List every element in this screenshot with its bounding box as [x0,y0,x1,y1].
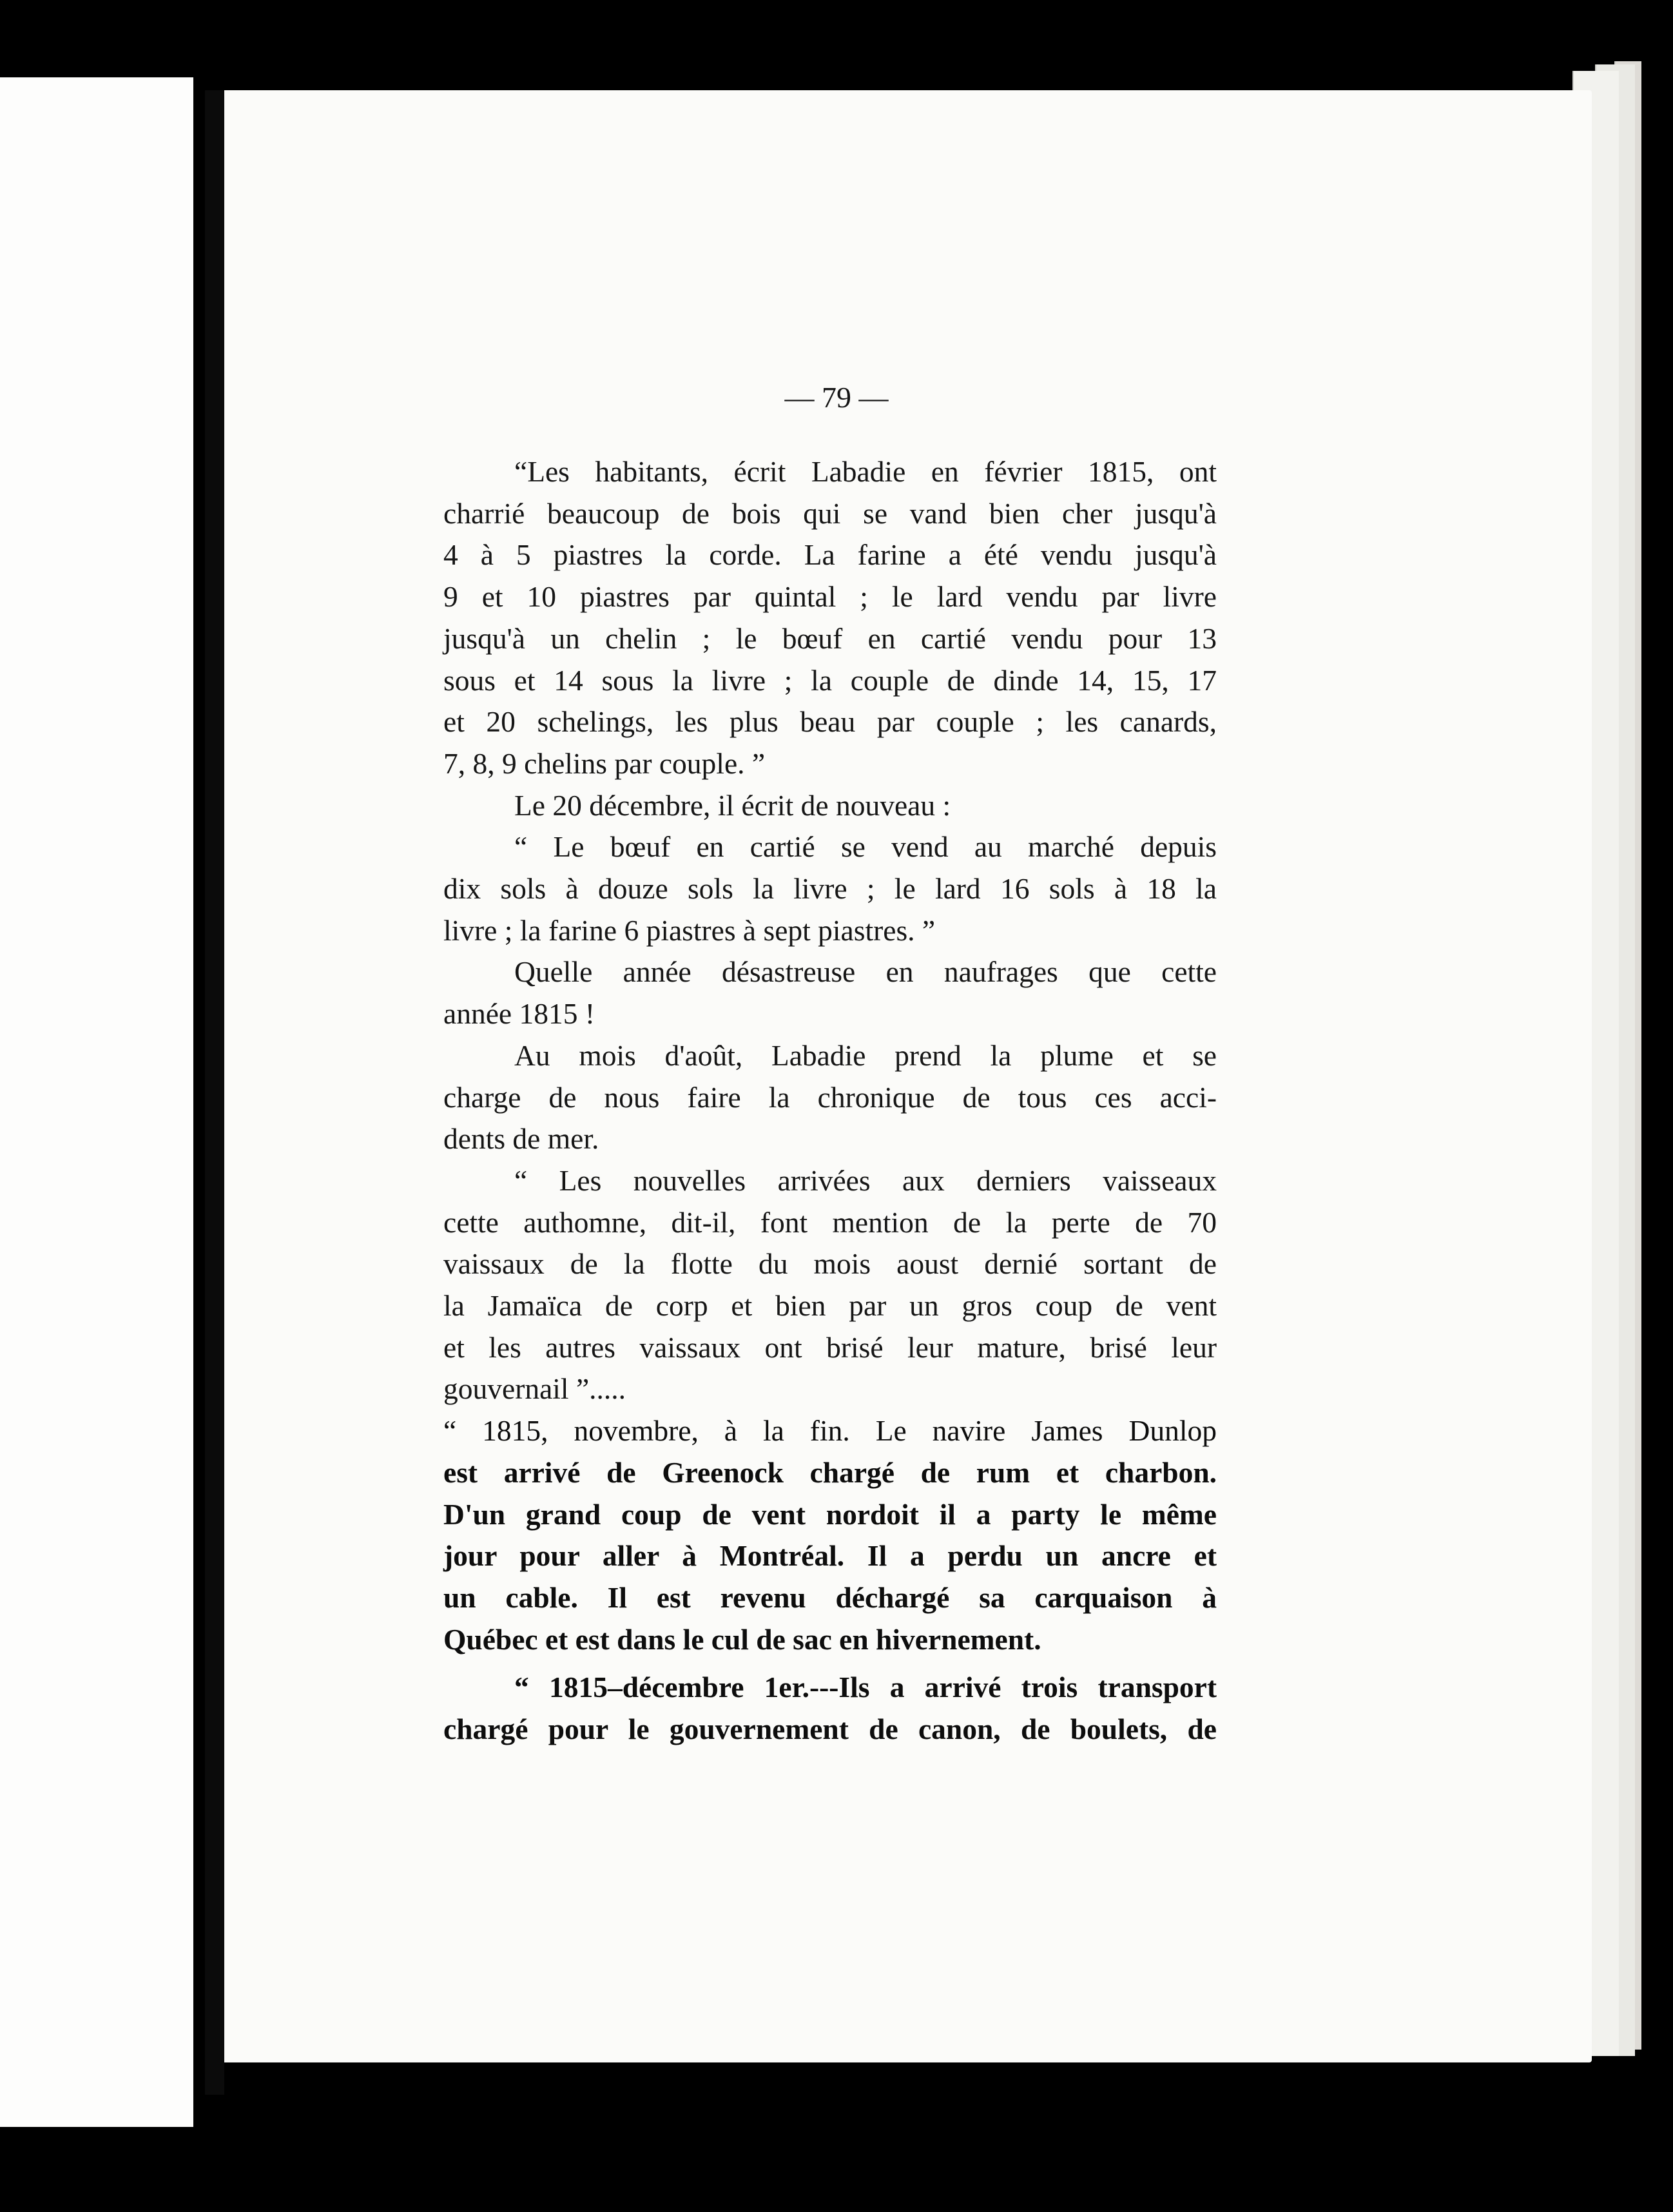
text-line: cette authomne, dit-il, font mention de la perte de 70 [443,1205,1217,1239]
text-line: et les autres vaissaux ont brisé leur mature, brisé leur [443,1330,1217,1364]
text-line: Quelle année désastreuse en naufrages que cette [514,955,1217,989]
text-line: “ Le bœuf en cartié se vend au marché depuis [514,830,1217,864]
text-line: “ 1815–décembre 1er.---Ils a arrivé trois transport [514,1671,1217,1704]
text-line: jusqu'à un chelin ; le bœuf en cartié vendu pour 13 [443,621,1217,655]
text-line: dents de mer. [443,1122,599,1156]
text-line: charrié beaucoup de bois qui se vand bien cher jusqu'à [443,496,1217,530]
text-line: charge de nous faire la chronique de tous ces acci- [443,1080,1217,1114]
text-line: un cable. Il est revenu déchargé sa carquaison à [443,1580,1217,1614]
text-line: livre ; la farine 6 piastres à sept piastres. ” [443,913,936,947]
text-line: 7, 8, 9 chelins par couple. ” [443,746,766,780]
text-line: Le 20 décembre, il écrit de nouveau : [514,788,951,822]
text-line: D'un grand coup de vent nordoit il a party le même [443,1497,1217,1531]
text-line: est arrivé de Greenock chargé de rum et charbon. [443,1455,1217,1489]
text-line: Au mois d'août, Labadie prend la plume et se [514,1038,1217,1072]
text-line: 4 à 5 piastres la corde. La farine a été vendu jusqu'à [443,538,1217,572]
text-line: “ Les nouvelles arrivées aux derniers vaisseaux [514,1163,1217,1197]
text-line: sous et 14 sous la livre ; la couple de dinde 14, 15, 17 [443,663,1217,697]
text-line: “Les habitants, écrit Labadie en février 1815, ont [514,455,1217,488]
text-line: jour pour aller à Montréal. Il a perdu un ancre et [443,1539,1217,1573]
text-line: gouvernail ”..... [443,1372,626,1406]
body-text [443,451,1217,1751]
text-line: “ 1815, novembre, à la fin. Le navire James Dunlop [443,1414,1217,1448]
text-line: vaissaux de la flotte du mois aoust dernié sortant de [443,1247,1217,1281]
text-line: la Jamaïca de corp et bien par un gros coup de vent [443,1289,1217,1323]
page-number: — 79 — [784,381,889,414]
text-line: 9 et 10 piastres par quintal ; le lard vendu par livre [443,580,1217,614]
text-line: dix sols à douze sols la livre ; le lard 16 sols à 18 la [443,872,1217,906]
text-line: Québec et est dans le cul de sac en hivernement. [443,1622,1041,1656]
text-line: année 1815 ! [443,997,595,1031]
text-line: et 20 schelings, les plus beau par couple ; les canards, [443,705,1217,739]
text-line: chargé pour le gouvernement de canon, de boulets, de [443,1712,1217,1746]
